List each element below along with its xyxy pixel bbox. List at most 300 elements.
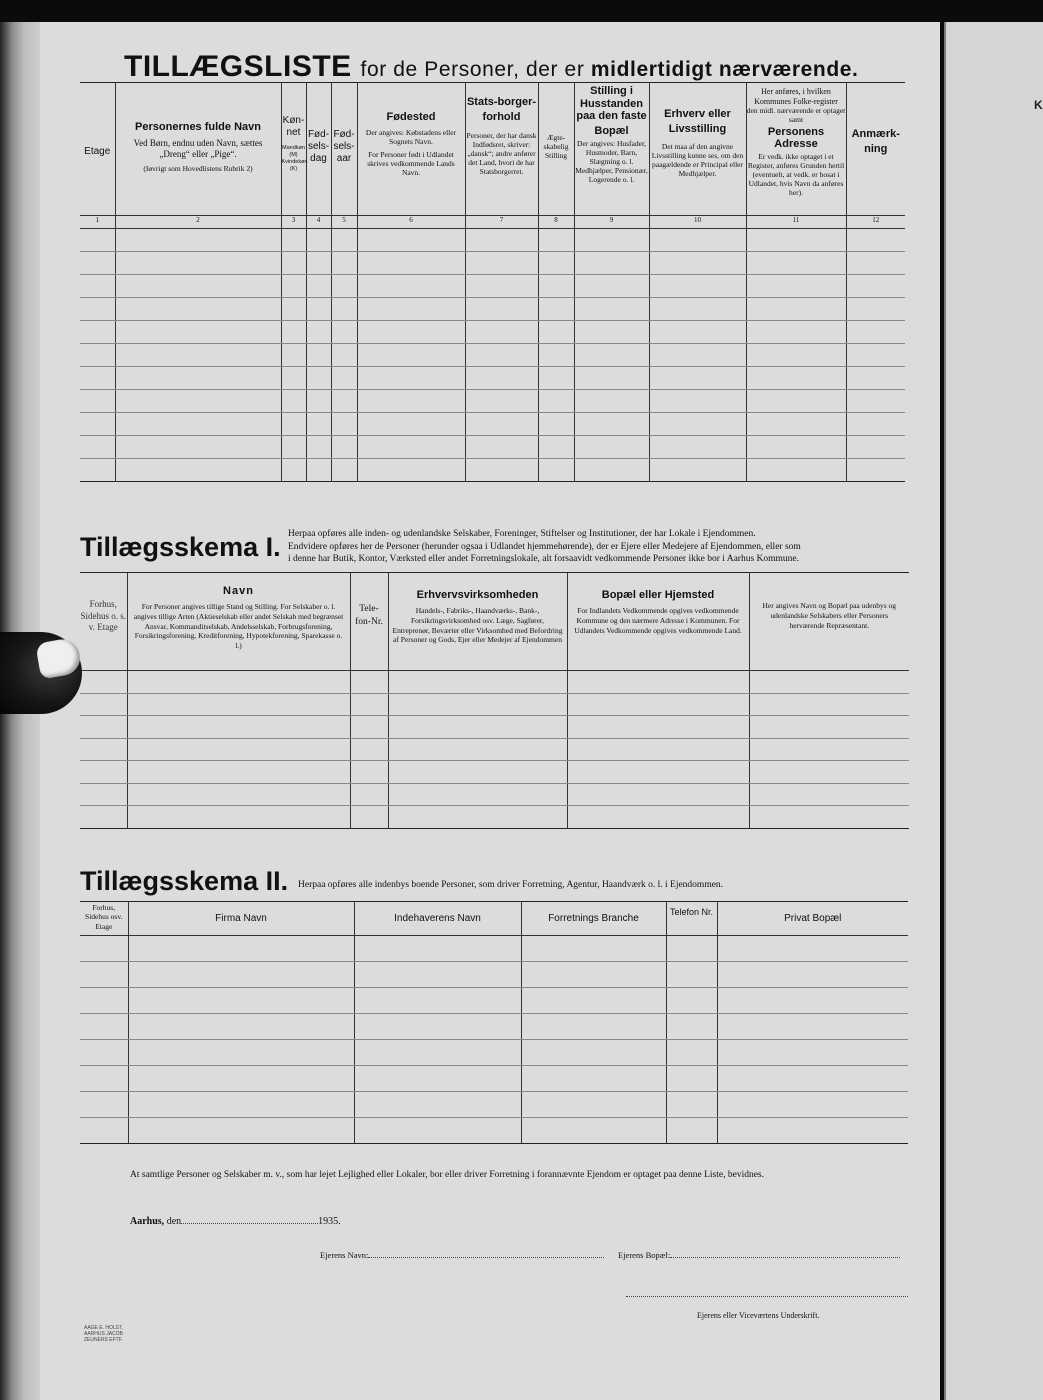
form-cell[interactable]: [350, 761, 388, 784]
form-cell[interactable]: [649, 229, 746, 252]
form-cell[interactable]: [746, 229, 846, 252]
form-cell[interactable]: [388, 806, 567, 829]
form-cell[interactable]: [115, 321, 281, 344]
form-cell[interactable]: [354, 1118, 521, 1144]
form-cell[interactable]: [749, 783, 909, 806]
signature-label: Ejerens eller Viceværtens Underskrift.: [697, 1311, 820, 1320]
form-cell[interactable]: [666, 936, 717, 962]
form-cell[interactable]: [331, 229, 357, 252]
form-cell[interactable]: [649, 459, 746, 482]
col-kon: Køn-net Mandkøn (M) Kvindekøn (K): [281, 83, 306, 216]
title-bold: TILLÆGSLISTE: [124, 50, 352, 83]
list-row: [80, 367, 905, 390]
form-cell[interactable]: [746, 367, 846, 390]
skema1-table: [80, 572, 909, 829]
form-cell[interactable]: [846, 252, 905, 275]
form-cell[interactable]: [746, 413, 846, 436]
skema1-row: [80, 761, 909, 784]
form-cell[interactable]: [538, 413, 574, 436]
form-cell[interactable]: [80, 413, 115, 436]
form-cell[interactable]: [306, 298, 331, 321]
form-cell[interactable]: [80, 229, 115, 252]
form-cell[interactable]: [538, 252, 574, 275]
form-cell[interactable]: [115, 344, 281, 367]
form-cell[interactable]: [846, 344, 905, 367]
owner-address-line: [618, 1250, 900, 1260]
form-cell[interactable]: [717, 1092, 908, 1118]
skema1-row: [80, 806, 909, 829]
form-cell[interactable]: [80, 936, 128, 962]
form-cell[interactable]: [749, 806, 909, 829]
form-cell[interactable]: [746, 298, 846, 321]
form-cell[interactable]: [281, 436, 306, 459]
form-cell[interactable]: [331, 413, 357, 436]
skema2-row: [80, 1066, 908, 1092]
form-cell[interactable]: [465, 436, 538, 459]
s1-col-repraesentant: Her angives Navn og Bopæl paa udenbys og udenlandske Selskabers eller Personers herværende Repræsentant.: [749, 573, 909, 671]
form-cell[interactable]: [574, 344, 649, 367]
form-cell[interactable]: [717, 936, 908, 962]
form-cell[interactable]: [281, 252, 306, 275]
col-fodested: Fødested Der angives: Købstadens eller Sognets Navn. For Personer født i Udlandet skrives vedkommende Lands Navn.: [357, 83, 465, 216]
certification-text: At samtlige Personer og Selskaber m. v., som har lejet Lejlighed eller Lokaler, bor eller driver Forretning i forannævnte Ejendom er optaget paa denne Liste, bevidnes.: [130, 1170, 764, 1180]
form-cell[interactable]: [281, 413, 306, 436]
form-cell[interactable]: [80, 693, 127, 716]
form-cell[interactable]: [357, 344, 465, 367]
form-cell[interactable]: [388, 738, 567, 761]
form-cell[interactable]: [521, 1118, 666, 1144]
place-date: [130, 1216, 341, 1227]
form-cell[interactable]: [649, 436, 746, 459]
form-cell[interactable]: [127, 671, 350, 694]
form-cell[interactable]: [717, 1014, 908, 1040]
form-cell[interactable]: [465, 344, 538, 367]
form-cell[interactable]: [357, 229, 465, 252]
form-cell[interactable]: [649, 275, 746, 298]
form-cell[interactable]: [357, 390, 465, 413]
form-cell[interactable]: [80, 275, 115, 298]
form-cell[interactable]: [649, 321, 746, 344]
col-etage: Etage: [80, 83, 115, 216]
s2-col-indehaver: Indehaverens Navn: [354, 902, 521, 936]
form-cell[interactable]: [128, 962, 354, 988]
form-cell[interactable]: [80, 436, 115, 459]
form-cell[interactable]: [306, 321, 331, 344]
form-cell[interactable]: [306, 275, 331, 298]
form-cell[interactable]: [354, 988, 521, 1014]
form-cell[interactable]: [746, 459, 846, 482]
form-cell[interactable]: [115, 436, 281, 459]
form-cell[interactable]: [538, 321, 574, 344]
form-cell[interactable]: [331, 321, 357, 344]
form-cell[interactable]: [746, 390, 846, 413]
colnum-9: 9: [574, 216, 649, 229]
title-rest-bold: midlertidigt nærværende.: [590, 58, 859, 81]
form-cell[interactable]: [521, 988, 666, 1014]
den-label: den: [166, 1216, 182, 1227]
form-cell[interactable]: [281, 298, 306, 321]
form-cell[interactable]: [350, 783, 388, 806]
form-cell[interactable]: [388, 783, 567, 806]
form-cell[interactable]: [666, 1040, 717, 1066]
form-cell[interactable]: [281, 390, 306, 413]
form-cell[interactable]: [127, 716, 350, 739]
s2-col-etage: Forhus, Sidehus osv. Etage: [80, 902, 128, 936]
form-cell[interactable]: [354, 936, 521, 962]
skema1-row: [80, 716, 909, 739]
form-cell[interactable]: [127, 783, 350, 806]
form-cell[interactable]: [115, 229, 281, 252]
form-cell[interactable]: [666, 962, 717, 988]
form-cell[interactable]: [717, 988, 908, 1014]
form-cell[interactable]: [538, 459, 574, 482]
form-cell[interactable]: [128, 936, 354, 962]
form-cell[interactable]: [354, 1014, 521, 1040]
form-cell[interactable]: [574, 459, 649, 482]
colnum-2: 2: [115, 216, 281, 229]
list-row: [80, 413, 905, 436]
form-cell[interactable]: [281, 229, 306, 252]
colnum-6: 6: [357, 216, 465, 229]
form-cell[interactable]: [649, 298, 746, 321]
form-cell[interactable]: [388, 761, 567, 784]
colnum-5: 5: [331, 216, 357, 229]
signature-field[interactable]: [626, 1296, 908, 1297]
form-cell[interactable]: [127, 738, 350, 761]
form-cell[interactable]: [281, 275, 306, 298]
owner-address-label: Ejerens Bopæl:: [618, 1250, 671, 1260]
form-cell[interactable]: [80, 344, 115, 367]
form-cell[interactable]: [846, 367, 905, 390]
colnum-10: 10: [649, 216, 746, 229]
form-cell[interactable]: [80, 390, 115, 413]
list-row: [80, 321, 905, 344]
form-cell[interactable]: [281, 367, 306, 390]
form-cell[interactable]: [846, 413, 905, 436]
form-cell[interactable]: [354, 1092, 521, 1118]
form-cell[interactable]: [350, 738, 388, 761]
form-cell[interactable]: [538, 390, 574, 413]
form-cell[interactable]: [357, 367, 465, 390]
form-cell[interactable]: [80, 1040, 128, 1066]
form-cell[interactable]: [717, 1118, 908, 1144]
form-cell[interactable]: [80, 806, 127, 829]
form-cell[interactable]: [538, 367, 574, 390]
form-cell[interactable]: [717, 1066, 908, 1092]
form-cell[interactable]: [281, 344, 306, 367]
form-cell[interactable]: [80, 962, 128, 988]
form-cell[interactable]: [80, 1118, 128, 1144]
next-page: [944, 22, 1043, 1400]
form-cell[interactable]: [354, 1066, 521, 1092]
date-field[interactable]: [181, 1223, 318, 1224]
form-cell[interactable]: [538, 436, 574, 459]
list-row: [80, 252, 905, 275]
form-cell[interactable]: [749, 738, 909, 761]
form-cell[interactable]: [846, 459, 905, 482]
form-cell[interactable]: [538, 344, 574, 367]
list-row: [80, 459, 905, 482]
form-cell[interactable]: [567, 806, 749, 829]
form-cell[interactable]: [574, 298, 649, 321]
form-cell[interactable]: [521, 1040, 666, 1066]
form-cell[interactable]: [115, 298, 281, 321]
form-cell[interactable]: [465, 275, 538, 298]
form-cell[interactable]: [80, 738, 127, 761]
form-cell[interactable]: [115, 367, 281, 390]
form-cell[interactable]: [746, 436, 846, 459]
colnum-11: 11: [746, 216, 846, 229]
form-cell[interactable]: [574, 413, 649, 436]
form-cell[interactable]: [80, 1014, 128, 1040]
colnum-1: 1: [80, 216, 115, 229]
form-cell[interactable]: [666, 1118, 717, 1144]
form-cell[interactable]: [538, 298, 574, 321]
skema1-intro-line-2: Endvidere opføres her de Personer (herunder ogsaa i Udlandet hjemmehørende), der er Ejere eller Medejere af Ejendommen, eller som: [288, 541, 801, 552]
s2-col-firma: Firma Navn: [128, 902, 354, 936]
form-cell[interactable]: [574, 390, 649, 413]
skema1-intro-line-1: Herpaa opføres alle inden- og udenlandske Selskaber, Foreninger, Stiftelser og Institutioner, der har Lokale i Ejendommen.: [288, 529, 756, 539]
form-cell[interactable]: [357, 436, 465, 459]
form-cell[interactable]: [357, 413, 465, 436]
form-cell[interactable]: [846, 321, 905, 344]
main-title: [124, 50, 859, 84]
form-cell[interactable]: [306, 390, 331, 413]
form-cell[interactable]: [80, 1092, 128, 1118]
form-cell[interactable]: [846, 298, 905, 321]
form-cell[interactable]: [331, 275, 357, 298]
form-cell[interactable]: [80, 716, 127, 739]
form-cell[interactable]: [357, 321, 465, 344]
form-cell[interactable]: [574, 229, 649, 252]
form-cell[interactable]: [80, 1066, 128, 1092]
form-cell[interactable]: [574, 252, 649, 275]
skema2-title: Tillægsskema II.: [80, 866, 289, 896]
form-cell[interactable]: [567, 716, 749, 739]
col-fodselsdag: Fød-sels-dag: [306, 83, 331, 216]
form-cell[interactable]: [128, 1092, 354, 1118]
form-cell[interactable]: [80, 459, 115, 482]
form-cell[interactable]: [649, 344, 746, 367]
form-cell[interactable]: [357, 459, 465, 482]
form-cell[interactable]: [115, 252, 281, 275]
form-cell[interactable]: [846, 436, 905, 459]
form-cell[interactable]: [306, 229, 331, 252]
form-cell[interactable]: [80, 988, 128, 1014]
form-cell[interactable]: [281, 321, 306, 344]
form-cell[interactable]: [538, 275, 574, 298]
form-cell[interactable]: [746, 252, 846, 275]
skema1-intro-line-3: i denne har Butik, Kontor, Værksted eller andet Forretningslokale, alt forsaavidt vedkommende Personer ikke bor i Aarhus Kommune.: [288, 554, 800, 565]
form-cell[interactable]: [388, 693, 567, 716]
form-cell[interactable]: [354, 1040, 521, 1066]
form-cell[interactable]: [567, 738, 749, 761]
skema1-row: [80, 783, 909, 806]
form-cell[interactable]: [465, 229, 538, 252]
form-cell[interactable]: [128, 1066, 354, 1092]
form-cell[interactable]: [749, 761, 909, 784]
form-cell[interactable]: [350, 716, 388, 739]
printer-mark: AAGE E. HOLST, AARHUS JACOB ZEUNERS EFTF.: [84, 1325, 123, 1343]
form-cell[interactable]: [306, 344, 331, 367]
signature-line: [626, 1296, 908, 1297]
colnum-3: 3: [281, 216, 306, 229]
form-cell[interactable]: [128, 1014, 354, 1040]
form-cell[interactable]: [281, 459, 306, 482]
skema2-row: [80, 936, 908, 962]
s1-col-erhverv: Erhvervsvirksomheden Handels-, Fabriks-, Haandværks-, Bank-, Forsikringsvirksomhed osv. Læge, Sagfører, Entreprenør, Beværter eller Virksomhed med Befordring af Personer og Gods, Ejer eller Medejer af Ejendommen: [388, 573, 567, 671]
form-cell[interactable]: [649, 252, 746, 275]
form-cell[interactable]: [749, 693, 909, 716]
skema1-row: [80, 693, 909, 716]
form-cell[interactable]: [331, 459, 357, 482]
form-cell[interactable]: [465, 413, 538, 436]
form-cell[interactable]: [306, 413, 331, 436]
form-cell[interactable]: [115, 413, 281, 436]
form-cell[interactable]: [128, 1040, 354, 1066]
form-cell[interactable]: [666, 1092, 717, 1118]
form-cell[interactable]: [357, 298, 465, 321]
col-statsborger: Stats-borger-forhold Personer, der har dansk Indfødsret, skriver: „dansk“; andre anfører det Land, hvori de har Statsborgerret.: [465, 83, 538, 216]
skema2-row: [80, 1014, 908, 1040]
form-cell[interactable]: [127, 761, 350, 784]
list-table: [80, 82, 905, 482]
colnum-7: 7: [465, 216, 538, 229]
form-cell[interactable]: [574, 275, 649, 298]
form-cell[interactable]: [567, 761, 749, 784]
form-cell[interactable]: [749, 716, 909, 739]
form-cell[interactable]: [388, 716, 567, 739]
list-row: [80, 298, 905, 321]
form-cell[interactable]: [115, 275, 281, 298]
form-cell[interactable]: [666, 988, 717, 1014]
form-cell[interactable]: [465, 298, 538, 321]
form-cell[interactable]: [306, 252, 331, 275]
form-cell[interactable]: [115, 390, 281, 413]
form-cell[interactable]: [115, 459, 281, 482]
form-cell[interactable]: [80, 761, 127, 784]
form-cell[interactable]: [649, 367, 746, 390]
form-cell[interactable]: [746, 275, 846, 298]
skema2-row: [80, 1118, 908, 1144]
form-cell[interactable]: [331, 252, 357, 275]
form-cell[interactable]: [749, 671, 909, 694]
owner-address-field[interactable]: [670, 1257, 900, 1258]
s1-col-navn: Navn For Personer angives tillige Stand og Stilling. For Selskaber o. l. angives tillige Arten (Aktieselskab eller andet Selskab med begrænset Ansvar, Kommanditselskab, Andelsselskab, Forbrugsforening, Forsikringsforening, Kreditforening, Hypotekforening, Sparekasse o. l.): [127, 573, 350, 671]
form-cell[interactable]: [127, 806, 350, 829]
form-cell[interactable]: [331, 344, 357, 367]
s1-col-telefon: Tele-fon-Nr.: [350, 573, 388, 671]
form-cell[interactable]: [80, 321, 115, 344]
form-cell[interactable]: [666, 1014, 717, 1040]
form-cell[interactable]: [80, 298, 115, 321]
form-cell[interactable]: [521, 936, 666, 962]
form-cell[interactable]: [465, 459, 538, 482]
form-cell[interactable]: [717, 1040, 908, 1066]
form-cell[interactable]: [521, 1014, 666, 1040]
skema2-row: [80, 988, 908, 1014]
col-navn: Personernes fulde Navn Ved Børn, endnu uden Navn, sættes „Dreng“ eller „Pige“. (Iøvrigt som Hovedlistens Rubrik 2): [115, 83, 281, 216]
form-cell[interactable]: [574, 436, 649, 459]
skema2-row: [80, 1092, 908, 1118]
form-cell[interactable]: [521, 1066, 666, 1092]
s2-col-bopael: Privat Bopæl: [717, 902, 908, 936]
form-cell[interactable]: [80, 671, 127, 694]
next-page-letter: K: [1034, 98, 1043, 112]
form-cell[interactable]: [574, 321, 649, 344]
colnum-4: 4: [306, 216, 331, 229]
list-row: [80, 229, 905, 252]
year-label: 1935.: [318, 1216, 341, 1227]
form-cell[interactable]: [331, 436, 357, 459]
skema2-row: [80, 962, 908, 988]
col-aegteskab: Ægte-skabelig Stilling: [538, 83, 574, 216]
form-cell[interactable]: [567, 783, 749, 806]
form-cell[interactable]: [746, 344, 846, 367]
skema2-row: [80, 1040, 908, 1066]
form-cell[interactable]: [306, 459, 331, 482]
form-cell[interactable]: [127, 693, 350, 716]
colnum-12: 12: [846, 216, 905, 229]
form-cell[interactable]: [331, 367, 357, 390]
owner-name-label: Ejerens Navn:: [320, 1250, 369, 1260]
form-cell[interactable]: [354, 962, 521, 988]
col-fodselsaar: Fød-sels-aar: [331, 83, 357, 216]
form-cell[interactable]: [846, 275, 905, 298]
form-cell[interactable]: [128, 1118, 354, 1144]
form-cell[interactable]: [666, 1066, 717, 1092]
owner-name-field[interactable]: [368, 1257, 604, 1258]
list-row: [80, 275, 905, 298]
skema1-row: [80, 738, 909, 761]
form-cell[interactable]: [388, 671, 567, 694]
form-cell[interactable]: [306, 436, 331, 459]
form-cell[interactable]: [521, 962, 666, 988]
form-cell[interactable]: [465, 390, 538, 413]
form-cell[interactable]: [350, 693, 388, 716]
form-cell[interactable]: [846, 390, 905, 413]
form-cell[interactable]: [649, 413, 746, 436]
col-erhverv: Erhverv eller Livsstilling Det maa af den angivne Livsstilling kunne ses, om den paagældende er Principal eller Medhjælper.: [649, 83, 746, 216]
form-cell[interactable]: [128, 988, 354, 1014]
form-cell[interactable]: [521, 1092, 666, 1118]
form-cell[interactable]: [80, 252, 115, 275]
form-cell[interactable]: [331, 390, 357, 413]
form-cell[interactable]: [80, 367, 115, 390]
form-cell[interactable]: [846, 229, 905, 252]
form-cell[interactable]: [574, 367, 649, 390]
form-cell[interactable]: [357, 252, 465, 275]
form-cell[interactable]: [465, 252, 538, 275]
form-cell[interactable]: [538, 229, 574, 252]
form-cell[interactable]: [465, 367, 538, 390]
s1-col-bopael: Bopæl eller Hjemsted For Indlandets Vedkommende opgives vedkommende Kommune og den nærmere Adresse i Kommunen. For Udlandets Vedkommende opgives vedkommende Land.: [567, 573, 749, 671]
form-cell[interactable]: [331, 298, 357, 321]
form-cell[interactable]: [357, 275, 465, 298]
form-cell[interactable]: [567, 693, 749, 716]
form-cell[interactable]: [649, 390, 746, 413]
form-cell[interactable]: [350, 806, 388, 829]
form-cell[interactable]: [80, 783, 127, 806]
form-cell[interactable]: [746, 321, 846, 344]
place-label: Aarhus,: [130, 1216, 165, 1227]
form-cell[interactable]: [567, 671, 749, 694]
form-cell[interactable]: [465, 321, 538, 344]
col-folkeregister: Her anføres, i hvilken Kommunes Folke-register den midl. nærværende er optaget samt Personens Adresse Er vedk. ikke optaget i et Register, anføres Grunden hertil (eventuelt, at vedk. er bosat i Udlandet, hvis Navn da anføres her).: [746, 83, 846, 216]
form-cell[interactable]: [306, 367, 331, 390]
form-cell[interactable]: [717, 962, 908, 988]
form-cell[interactable]: [350, 671, 388, 694]
